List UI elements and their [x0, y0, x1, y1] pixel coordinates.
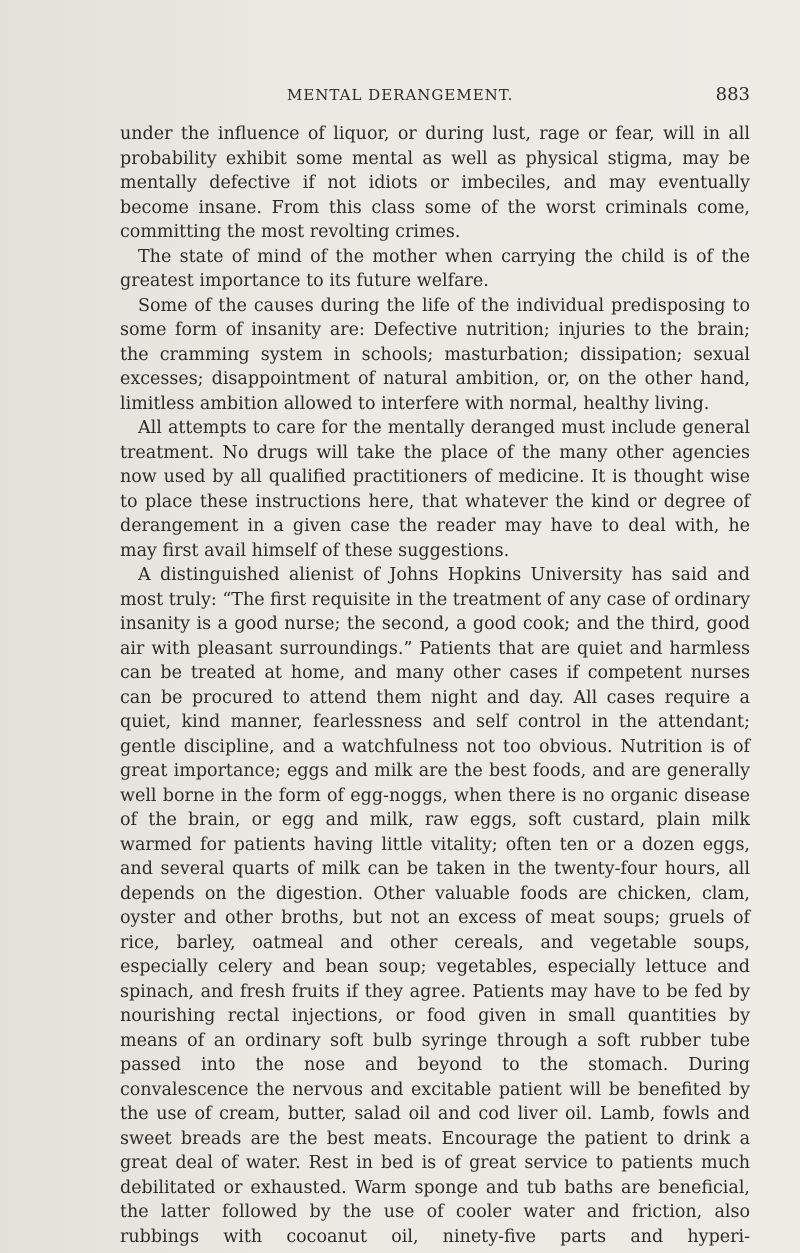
body-text — [120, 122, 750, 1249]
running-title: MENTAL DERANGEMENT. — [287, 86, 514, 104]
paragraph: Some of the causes during the life of the individual predisposing to some form of insanity are: Defective nutrition; injuries to the brain; the cramming system in schools; masturbation; dissipation; sexual excesses; disappointment of natural ambition, or, on the other hand, limitless ambition allowed to interfere with normal, healthy living. — [120, 295, 750, 414]
paragraph: under the influence of liquor, or during lust, rage or fear, will in all probability exhibit some mental as well as physical stigma, may be mentally defective if not idiots or imbeciles, and may eventually become insane. From this class some of the worst criminals come, committing the most revolting crimes. — [120, 124, 750, 242]
page-header — [120, 86, 750, 110]
paragraph: All attempts to care for the mentally deranged must include general treatment. No drugs will take the place of the many other agencies now used by all qualified practitioners of medicine. It is thought wise to place these instructions here, that whatever the kind or degree of derangement in a given case the reader may have to deal with, he may first avail himself of these suggestions. — [120, 418, 750, 561]
paragraph: A distinguished alienist of Johns Hopkins University has said and most truly: “The first requisite in the treatment of any case of ordinary insanity is a good nurse; the second, a good cook; and the third, good air with pleasant surroundings.” Patients that are quiet and harmless can be treated at home, and many other cases if competent nurses can be procured to attend them night and day. All cases require a quiet, kind manner, fearlessness and self control in the attendant; gentle discipline, and a watchfulness not too obvious. Nutrition is of great importance; eggs and milk are the best foods, and are generally well borne in the form of egg-noggs, when there is no organic disease of the brain, or egg and milk, raw eggs, soft custard, plain milk warmed for patients having little vitality; often ten or a dozen eggs, and several quarts of milk can be taken in the twenty-four hours, all depends on the digestion. Other valuable foods are chicken, clam, oyster and other broths, but not an excess of meat soups; gruels of rice, barley, oatmeal and other cereals, and vegetable soups, especially celery and bean soup; vegetables, especially lettuce and spinach, and fresh fruits if they agree. Patients may have to be fed by nourishing rectal injections, or food given in small quantities by means of an ordinary soft bulb syringe through a soft rubber tube passed into the nose and beyond to the stomach. During convalescence the nervous and excitable patient will be benefited by the use of cream, butter, salad oil and cod liver oil. Lamb, fowls and sweet breads are the best meats. Encourage the patient to drink a great deal of water. Rest in bed is of great service to patients much debilitated or exhausted. Warm sponge and tub baths are beneficial, the latter followed by the use of cooler water and friction, also rubbings with cocoanut oil, ninety-five parts and hyperi- — [120, 565, 750, 1247]
paragraph: The state of mind of the mother when carrying the child is of the greatest importance to its future welfare. — [120, 246, 750, 291]
page-number: 883 — [715, 84, 750, 105]
